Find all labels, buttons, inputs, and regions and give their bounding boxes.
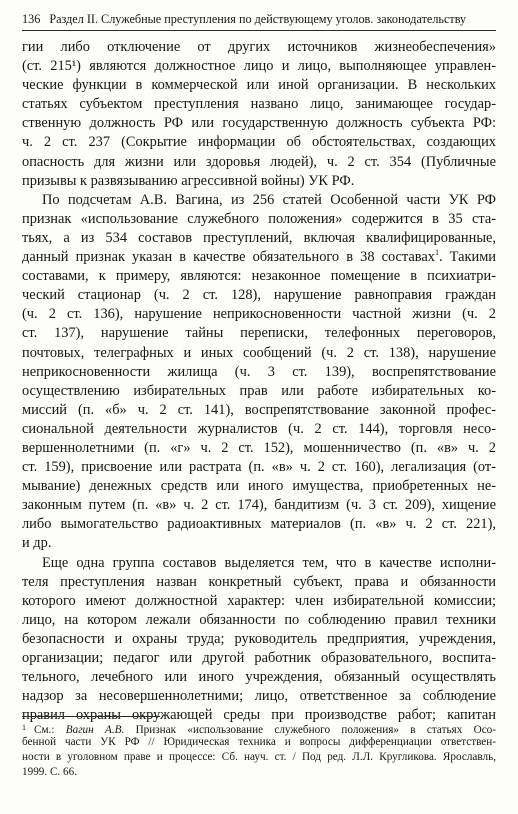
text-line: тьях, а из 534 составов преступлений, включая квалифицированные,	[22, 229, 496, 246]
footnote-text: Признак «использование служебного положения» в статьях Осо-	[124, 724, 496, 736]
text-line: ческий стационар (ч. 2 ст. 128), нарушение равноправия граждан	[22, 287, 496, 304]
footnote-line	[22, 720, 496, 735]
text-line: сиональной деятельности журналистов (ч. 2 ст. 144), торговля несо-	[22, 420, 496, 437]
text-line: По подсчетам А.В. Вагина, из 256 статей Особенной части УК РФ	[42, 191, 496, 208]
text-line: организации; педагог или другой работник образовательного, воспита-	[22, 650, 496, 666]
text-line: (ч. 2 ст. 136), нарушение неприкосновенности частной жизни (ч. 2	[22, 306, 496, 323]
text-line: законным путем (п. «в» ч. 2 ст. 174), бандитизм (ч. 3 ст. 209), хищение	[22, 497, 496, 514]
text-line: признак «использование служебного положения» содержится в 35 ста-	[22, 210, 496, 227]
text-line: осуществлению избирательных прав или работе избирательных ко-	[22, 382, 496, 399]
running-header	[22, 10, 496, 28]
text-line: опасность для жизни или здоровья людей), ч. 2 ст. 354 (Публичные	[22, 153, 496, 170]
running-title: Раздел II. Служебные преступления по действующему уголов. законодательству	[49, 12, 467, 26]
text-line: тельного, лечебного или иного учреждения, обязанный осуществлять	[22, 669, 496, 686]
page-number: 136	[22, 12, 41, 26]
text-line: составами, к примеру, являются: незаконное помещение в психиатри-	[22, 268, 496, 285]
text-line: ческие функции в коммерческой или иной организации. В нескольких	[22, 77, 496, 94]
text-line: лицо, на котором лежали обязанности по соблюдению правил техники	[22, 611, 496, 628]
text-line: Еще одна группа составов выделяется тем, что в качестве исполни-	[42, 554, 496, 571]
text-line: безопасности и охраны труда; руководитель предприятия, учреждения,	[22, 630, 496, 647]
text-line: вершеннолетними (п. «г» ч. 2 ст. 152), мошенничество (п. «в» ч. 2	[22, 439, 496, 456]
footnote-separator	[22, 716, 160, 717]
text-line: которого имеют должностной характер: член избирательной комиссии;	[22, 592, 496, 609]
text-line: статьях субъектом преступления названо лицо, занимающее государ-	[22, 96, 496, 113]
text-line: почтовых, телеграфных и иных сообщений (ч. 2 ст. 138), нарушение	[22, 344, 496, 361]
footnote	[22, 720, 496, 780]
text-line: либо вымогательство радиоактивных материалов (п. «в» ч. 2 ст. 221),	[22, 516, 496, 533]
footnote-mark: 1	[22, 723, 26, 732]
text-line: неприкосновенности жилища (ч. 3 ст. 139), воспрепятствование	[22, 363, 496, 380]
text-line: и др.	[22, 535, 52, 552]
text-line: гии либо отключение от других источников жизнеобеспечения»	[22, 39, 496, 55]
header-rule	[22, 30, 496, 31]
text-line: призывы к развязыванию агрессивной войны) УК РФ.	[22, 172, 355, 189]
text-line: правил охраны окружающей среды при производстве работ; капитан	[22, 707, 496, 724]
line-text: данный признак указан в качестве обязательного в 38 составах	[22, 249, 435, 266]
footnote-reference: 1	[434, 248, 439, 258]
footnote-line: 1999. С. 66.	[22, 766, 78, 779]
text-line: теля преступления назван конкретный субъект, права и обязанности	[22, 573, 496, 590]
text-line: ст. 159), присвоение или растрата (п. «в» ч. 2 ст. 160), легализация (от-	[22, 459, 496, 476]
text-line: (ст. 215¹) являются должностное лицо и лицо, выполняющее управлен-	[22, 58, 496, 75]
text-line: миссий (п. «б» ч. 2 ст. 141), воспрепятствование законной профес-	[22, 401, 496, 418]
text-line	[22, 248, 496, 267]
text-line: ст. 137), нарушение тайны переписки, телефонных переговоров,	[22, 325, 496, 342]
line-text: . Такими	[438, 249, 496, 266]
footnote-line: ности в уголовном праве и процессе: Сб. науч. ст. / Под ред. Л.Л. Кругликова. Ярославль,	[22, 751, 496, 764]
footnote-author: Вагин А.В.	[65, 724, 125, 736]
footnote-line: бенной части УК РФ // Юридическая техника и вопросы дифференциации ответствен-	[22, 736, 496, 749]
text-line: ч. 2 ст. 237 (Сокрытие информации об обстоятельствах, создающих	[22, 134, 496, 151]
footnote-lead: См.:	[34, 724, 66, 736]
text-line: мывание) денежных средств или иного имущества, приобретенных не-	[22, 478, 496, 495]
body-text	[22, 38, 496, 725]
text-line: ственную должность РФ или государственную должность субъекта РФ:	[22, 115, 496, 132]
text-line: надзор за несовершеннолетними; лицо, ответственное за соблюдение	[22, 688, 496, 705]
